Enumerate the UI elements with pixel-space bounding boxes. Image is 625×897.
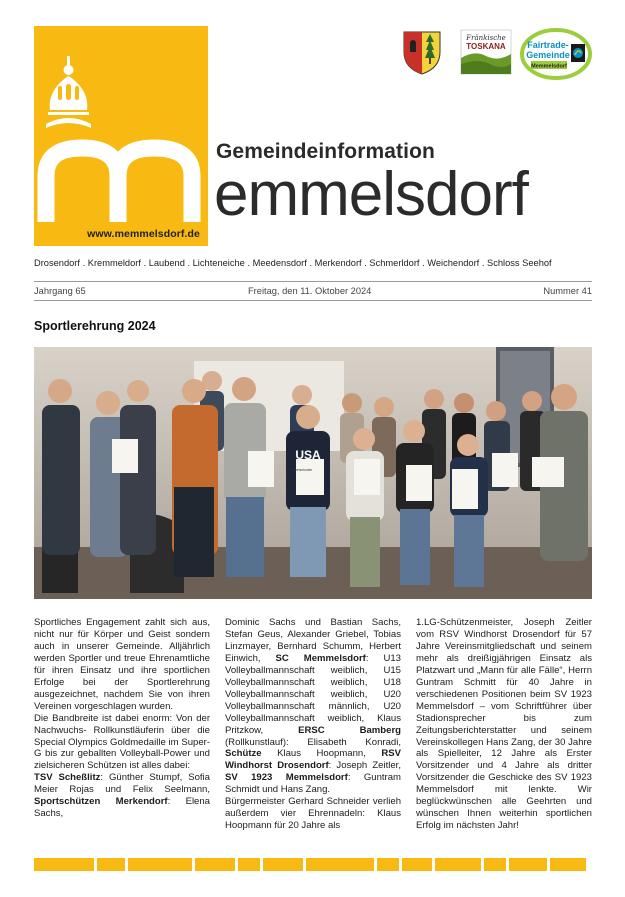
paragraph: TSV Scheßlitz: Günther Stumpf, Sofia Meier Rojas und Felix Seelmann, Sportschützen Merkendorf: Elena Sachs, [34, 772, 210, 820]
paragraph: Sportliches Engagement zahlt sich aus, nicht nur für Körper und Geist sondern auch in unserer Gemeinde. Alljährlich werden Sportler und treue Ehrenamtliche für ihren Einsatz und ihre sportlichen Erfolge bei der Sportlerehrung ausgezeichnet, nachdem Sie von ihren Vereinen vorgeschlagen wurden. [34, 617, 210, 712]
svg-text:Fränkische: Fränkische [466, 34, 506, 42]
certificate-label: Ehrenurkunde [292, 468, 313, 472]
paragraph: Die Bandbreite ist dabei enorm: Von der Nachwuchs- Rollkunstläuferin über die Special Olympics Goldmedaille im Super-G bis zur geballten Volleyball-Power und zielsicheren Schützen ist alles dabei: [34, 712, 210, 772]
issue-volume: Jahrgang 65 [34, 286, 86, 296]
issue-info [34, 286, 592, 300]
issue-date: Freitag, den 11. Oktober 2024 [248, 286, 372, 296]
masthead-title: emmelsdorf [214, 160, 528, 229]
divider [34, 300, 592, 301]
footer-bar [34, 858, 592, 871]
svg-text:TOSKANA: TOSKANA [466, 42, 506, 51]
svg-text:Gemeinde: Gemeinde [526, 50, 570, 60]
article-column-1 [34, 617, 210, 820]
divider [34, 281, 592, 282]
group-photo [34, 347, 592, 599]
village-list: Drosendorf . Kremmeldorf . Laubend . Lichteneiche . Meedensdorf . Merkendorf . Schmerldorf . Weichendorf . Schloss Seehof [34, 258, 552, 268]
paragraph: Bürgermeister Gerhard Schneider verlieh außerdem vier Ehrennadeln: Klaus Hoopmann für 20 Jahre als [225, 796, 401, 832]
fairtrade-logo [520, 28, 592, 74]
paragraph: 1.LG-Schützenmeister, Joseph Zeitler vom RSV Windhorst Drosendorf für 57 Jahre Vereinsmitgliedschaft und seinem mehr als dreißigjährigen Einsatz als Platzwart und „Mann für alle Fälle“, Herrn Guntram Schmitt für 40 Jahre in verschiedenen Positionen beim SV 1923 Memmelsdorf – vom Schriftführer über Stadionsprecher bis zum Zeitungsberichterstatter und seinem Vereinskollegen Hans Zang, der 30 Jahre als Spielleiter, 12 Jahre als Erster Vorsitzender und 4 Jahre als dritter Vorsitzender die Geschicke des SV 1923 Memmelsdorf mit lenkte. Wir beglückwünschen alle Geehrten und wünschen Ihnen weiterhin sportlichen Erfolg im nächsten Jahr! [416, 617, 592, 832]
paragraph: Dominic Sachs und Bastian Sachs, Stefan Geus, Alexander Griebel, Tobias Linzmayer, Bernhard Schumm, Herbert Einwich, SC Memmelsdorf: U13 Volleyballmannschaft weiblich, U15 Volleyballmannschaft weiblich, U18 Volleyballmannschaft weiblich, U20 Volleyballmannschaft männlich, U20 Volleyballmannschaft weiblich, Klaus Pritzkow, ERSC Bamberg (Rollkunstlauf): Elisabeth Konradi, Schütze Klaus Hoopmann, RSV Windhorst Drosendorf: Joseph Zeitler, SV 1923 Memmelsdorf: Guntram Schmidt und Hans Zang. [225, 617, 401, 796]
article-column-2 [225, 617, 401, 832]
coat-of-arms-icon [400, 28, 444, 74]
shirt-text: USA [295, 448, 321, 462]
logo-emblem-icon [34, 26, 208, 246]
masthead-subtitle: Gemeindeinformation [216, 140, 435, 163]
article-title: Sportlerehrung 2024 [34, 319, 156, 333]
svg-text:Fairtrade-: Fairtrade- [527, 40, 569, 50]
svg-text:Memmelsdorf: Memmelsdorf [531, 63, 567, 70]
toskana-logo [460, 28, 512, 74]
memmelsdorf-logo [34, 26, 208, 246]
article-column-3 [416, 617, 592, 832]
issue-number: Nummer 41 [543, 286, 592, 296]
website-url[interactable]: www.memmelsdorf.de [87, 228, 200, 240]
